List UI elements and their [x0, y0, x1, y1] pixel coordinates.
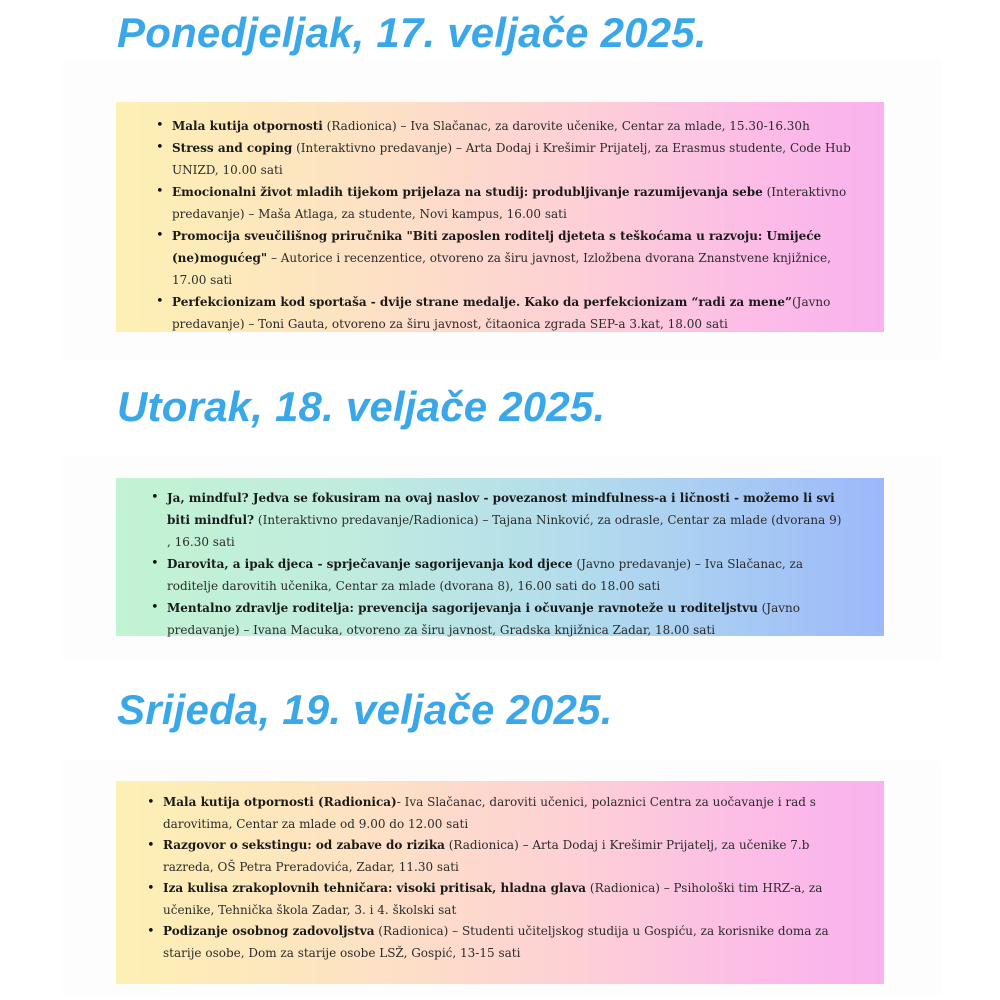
event-title: Mala kutija otpornosti	[172, 119, 323, 133]
event-list-monday	[116, 102, 854, 335]
event-details: (Radionica) – Studenti učiteljskog studija u Gospiću, za korisnike doma za starije osobe, Dom za starije osobe LSŽ, Gospić, 13-15 sati	[163, 924, 829, 960]
event-details: (Radionica) – Iva Slačanac, za darovite učenike, Centar za mlade, 15.30-16.30h	[322, 119, 810, 133]
event-details: (Javno predavanje) – Ivana Macuka, otvoreno za širu javnost, Gradska knjižnica Zadar, 18.00 sati	[167, 601, 800, 637]
event-title: Perfekcionizam kod sportaša - dvije strane medalje. Kako da perfekcionizam “radi za mene”	[172, 295, 792, 309]
event-title: Stress and coping	[172, 141, 293, 155]
event-details: (Radionica) – Arta Dodaj i Krešimir Prijatelj, za učenike 7.b razreda, OŠ Petra Preradovića, Zadar, 11.30 sati	[163, 838, 810, 874]
list-item	[149, 553, 849, 597]
list-item	[154, 225, 854, 291]
event-details: (Radionica) – Psihološki tim HRZ-a, za učenike, Tehnička škola Zadar, 3. i 4. školski sat	[163, 881, 823, 917]
event-details: (Interaktivno predavanje/Radionica) – Tajana Ninković, za odrasle, Centar za mlade (dvorana 9) , 16.30 sati	[167, 513, 842, 549]
event-box-tuesday	[116, 478, 884, 636]
event-list-tuesday	[116, 478, 849, 641]
list-item	[145, 878, 855, 921]
list-item	[145, 835, 855, 878]
event-box-monday	[116, 102, 884, 332]
list-item	[149, 597, 849, 641]
list-item	[149, 487, 849, 553]
day-title-wednesday: Srijeda, 19. veljače 2025.	[117, 686, 613, 733]
list-item	[145, 921, 855, 964]
event-list-wednesday	[116, 781, 855, 964]
event-title: Iza kulisa zrakoplovnih tehničara: visoki pritisak, hladna glava	[163, 881, 587, 895]
event-details: (Javno predavanje) – Iva Slačanac, za roditelje darovitih učenika, Centar za mlade (dvorana 8), 16.00 sati do 18.00 sati	[167, 557, 804, 593]
event-details: – Autorice i recenzentice, otvoreno za širu javnost, Izložbena dvorana Znanstvene knjižnice, 17.00 sati	[172, 251, 831, 287]
event-details: (Interaktivno predavanje) – Arta Dodaj i Krešimir Prijatelj, za Erasmus studente, Code Hub UNIZD, 10.00 sati	[172, 141, 851, 177]
event-title: Emocionalni život mladih tijekom prijelaza na studij: produbljivanje razumijevanja sebe	[172, 185, 763, 199]
event-details: (Javno predavanje) – Toni Gauta, otvoreno za širu javnost, čitaonica zgrada SEP-a 3.kat, 18.00 sati	[172, 295, 831, 331]
event-details: - Iva Slačanac, daroviti učenici, polaznici Centra za uočavanje i rad s darovitima, Centar za mlade od 9.00 do 12.00 sati	[163, 795, 816, 831]
event-title: Mala kutija otpornosti (Radionica)	[163, 795, 397, 809]
event-title: Razgovor o sekstingu: od zabave do rizika	[163, 838, 445, 852]
event-title: Podizanje osobnog zadovoljstva	[163, 924, 375, 938]
event-title: Mentalno zdravlje roditelja: prevencija sagorijevanja i očuvanje ravnoteže u roditeljstvu	[167, 601, 758, 615]
list-item	[154, 291, 854, 335]
event-title: Ja, mindful? Jedva se fokusiram na ovaj naslov - povezanost mindfulness-a i ličnosti - možemo li svi biti mindful?	[167, 491, 835, 527]
list-item	[154, 137, 854, 181]
event-title: Darovita, a ipak djeca - sprječavanje sagorijevanja kod djece	[167, 557, 573, 571]
event-box-wednesday	[116, 781, 884, 984]
list-item	[145, 792, 855, 835]
day-title-tuesday: Utorak, 18. veljače 2025.	[117, 383, 606, 430]
event-title: Promocija sveučilišnog priručnika "Biti zaposlen roditelj djeteta s teškoćama u razvoju: Umijeće (ne)mogućeg"	[172, 229, 822, 265]
list-item	[154, 181, 854, 225]
event-details: (Interaktivno predavanje) – Maša Atlaga, za studente, Novi kampus, 16.00 sati	[172, 185, 847, 221]
list-item	[154, 115, 854, 137]
day-title-monday: Ponedjeljak, 17. veljače 2025.	[117, 9, 707, 56]
